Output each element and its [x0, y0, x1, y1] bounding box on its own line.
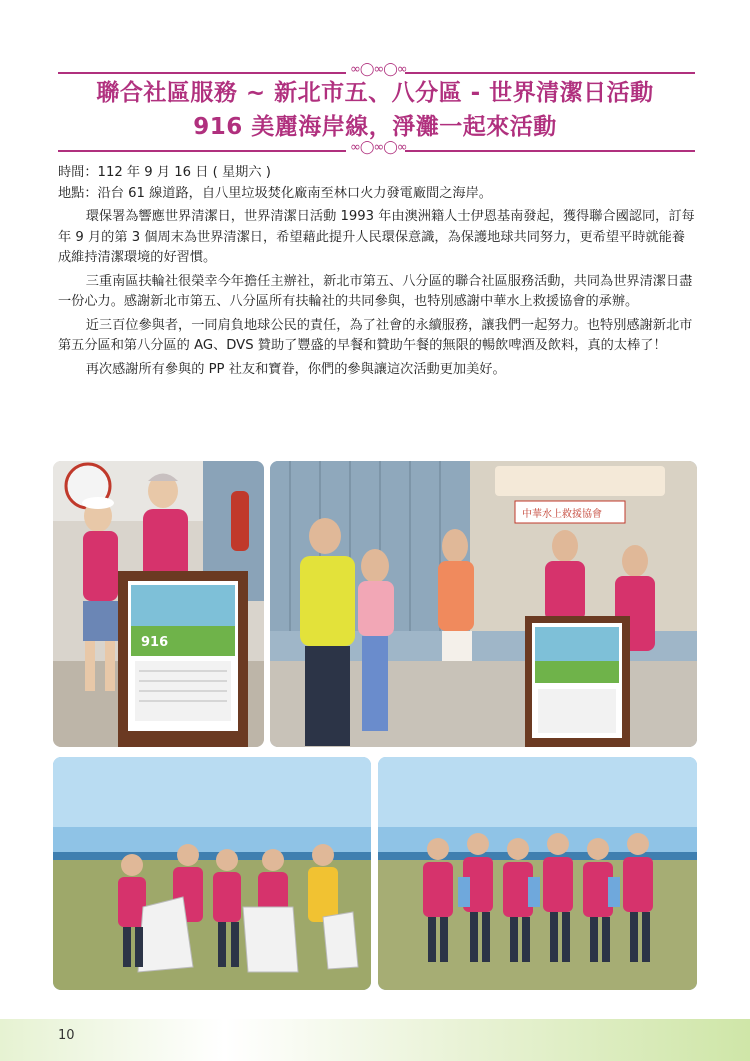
paragraph-1: 環保署為響應世界清潔日，世界清潔日活動 1993 年由澳洲籍人士伊恩基南發起，獲得聯合國認同，訂每年 9 月的第 3 個周末為世界清潔日，希望藉此提升人民環保意識，為保護地球共同努力，更希望平時就能養成維持清潔環境的好習慣。	[58, 209, 695, 265]
banner-text: 中華水上救援協會	[522, 509, 602, 520]
footer-band	[0, 1019, 750, 1061]
page-title: 聯合社區服務 ~ 新北市五、八分區 - 世界清潔日活動	[96, 80, 654, 106]
paragraph-4: 再次感謝所有參與的 PP 社友和寶眷，你們的參與讓這次活動更加美好。	[85, 361, 506, 377]
article-body	[58, 163, 698, 380]
page-number: 10	[58, 1028, 75, 1043]
title-text	[0, 76, 750, 144]
photo-podium-speakers	[53, 461, 264, 747]
title-top-rule-right	[405, 72, 695, 74]
ornament-bottom: ∞◯∞◯∞	[350, 140, 407, 155]
event-time: 時間：112 年 9 月 16 日 ( 星期六 )	[58, 165, 271, 180]
photo-beach-cleanup-1	[53, 757, 371, 990]
page-subtitle: 916 美麗海岸線，淨灘一起來活動	[193, 114, 557, 140]
title-bottom-rule-right	[405, 150, 695, 152]
event-place: 地點：沿台 61 線道路，自八里垃圾焚化廠南至林口火力發電廠間之海岸。	[58, 185, 492, 201]
photo-group-stage	[270, 461, 697, 747]
poster-number: 916	[141, 635, 169, 650]
photo-beach-cleanup-2	[378, 757, 697, 990]
title-top-rule	[58, 72, 346, 74]
ornament-top: ∞◯∞◯∞	[350, 62, 407, 77]
paragraph-2: 三重南區扶輪社很榮幸今年擔任主辦社，新北市第五、八分區的聯合社區服務活動，共同為世界清潔日盡一份心力。感謝新北市第五、八分區所有扶輪社的共同參與，也特別感謝中華水上救援協會的承辦。	[58, 273, 693, 309]
paragraph-3: 近三百位參與者，一同肩負地球公民的責任，為了社會的永續服務，讓我們一起努力。也特別感謝新北市第五分區和第八分區的 AG、DVS 贊助了豐盛的早餐和贊助午餐的無限的暢飲啤酒及飲料，真的太棒了！	[58, 317, 693, 353]
title-bottom-rule	[58, 150, 346, 152]
